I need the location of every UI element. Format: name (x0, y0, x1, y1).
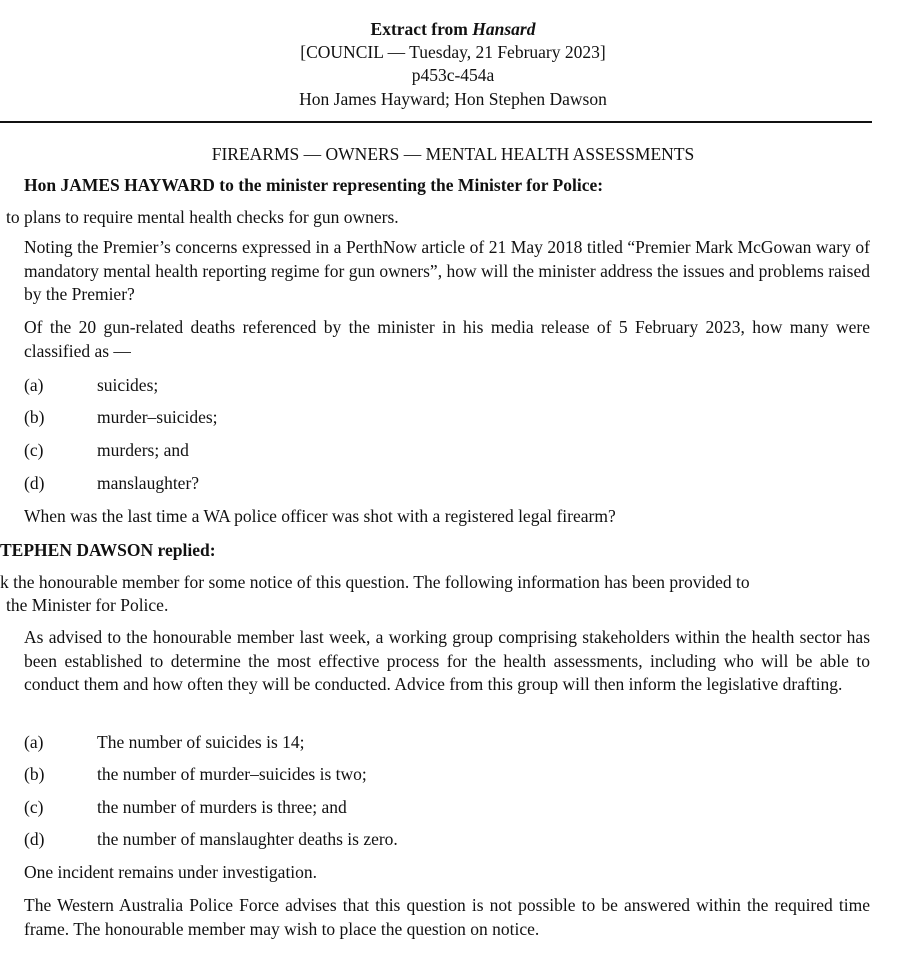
question-item-letter-a: (a) (24, 375, 44, 395)
question-item-letter-c: (c) (24, 440, 44, 460)
answer-item-letter-c: (c) (24, 797, 44, 817)
answer-item-text-a: The number of suicides is 14; (97, 732, 305, 752)
answer-part-3: The Western Australia Police Force advises that this question is not possible to be answered within the required time frame. The honourable member may wish to place the question on notice. (24, 895, 870, 939)
sitting-line: [COUNCIL — Tuesday, 21 February 2023] (300, 42, 606, 62)
question-item-text-a: suicides; (97, 375, 159, 395)
question-intro: to plans to require mental health checks for gun owners. (6, 207, 399, 227)
question-item-text-d: manslaughter? (97, 473, 200, 493)
answer-item-letter-a: (a) (24, 732, 44, 752)
answer-part-1: As advised to the honourable member last week, a working group comprising stakeholders within the health sector has been established to determine the most effective process for the health assessments, including who will be able to conduct them and how often they will be conducted. Advice from this group will then inform the legislative drafting. (24, 627, 870, 694)
extract-prefix: Extract from (370, 19, 473, 39)
question-part-1: Noting the Premier’s concerns expressed in a PerthNow article of 21 May 2018 titled “Premier Mark McGowan wary of mandatory mental health reporting regime for gun owners”, how will the minister address the issues and problems raised by the Premier? (24, 237, 870, 304)
answer-item-text-c: the number of murders is three; and (97, 797, 347, 817)
answer-intro-line-2: the Minister for Police. (6, 595, 169, 615)
extract-heading (0, 18, 906, 42)
question-item-text-c: murders; and (97, 440, 189, 460)
question-item-letter-d: (d) (24, 473, 45, 493)
answer-item-text-d: the number of manslaughter deaths is zero. (97, 829, 398, 849)
question-topic: FIREARMS — OWNERS — MENTAL HEALTH ASSESSMENTS (211, 144, 695, 164)
question-part-2: Of the 20 gun-related deaths referenced by the minister in his media release of 5 February 2023, how many were classified as — (24, 317, 870, 361)
page-reference: p453c-454a (411, 65, 495, 85)
question-part-3: When was the last time a WA police officer was shot with a registered legal firearm? (24, 506, 616, 526)
answer-item-letter-d: (d) (24, 829, 45, 849)
members-line: Hon James Hayward; Hon Stephen Dawson (299, 89, 607, 109)
answer-replier: TEPHEN DAWSON replied: (0, 540, 216, 560)
answer-item-letter-b: (b) (24, 764, 45, 784)
header-divider (0, 121, 872, 123)
answer-item-text-b: the number of murder–suicides is two; (97, 764, 367, 784)
answer-intro-line-1: k the honourable member for some notice of this question. The following information has been provided to (0, 572, 750, 592)
question-asker: Hon JAMES HAYWARD to the minister representing the Minister for Police: (24, 175, 604, 195)
answer-note: One incident remains under investigation. (24, 862, 318, 882)
question-item-letter-b: (b) (24, 407, 45, 427)
question-item-text-b: murder–suicides; (97, 407, 218, 427)
extract-title: Hansard (472, 19, 536, 39)
